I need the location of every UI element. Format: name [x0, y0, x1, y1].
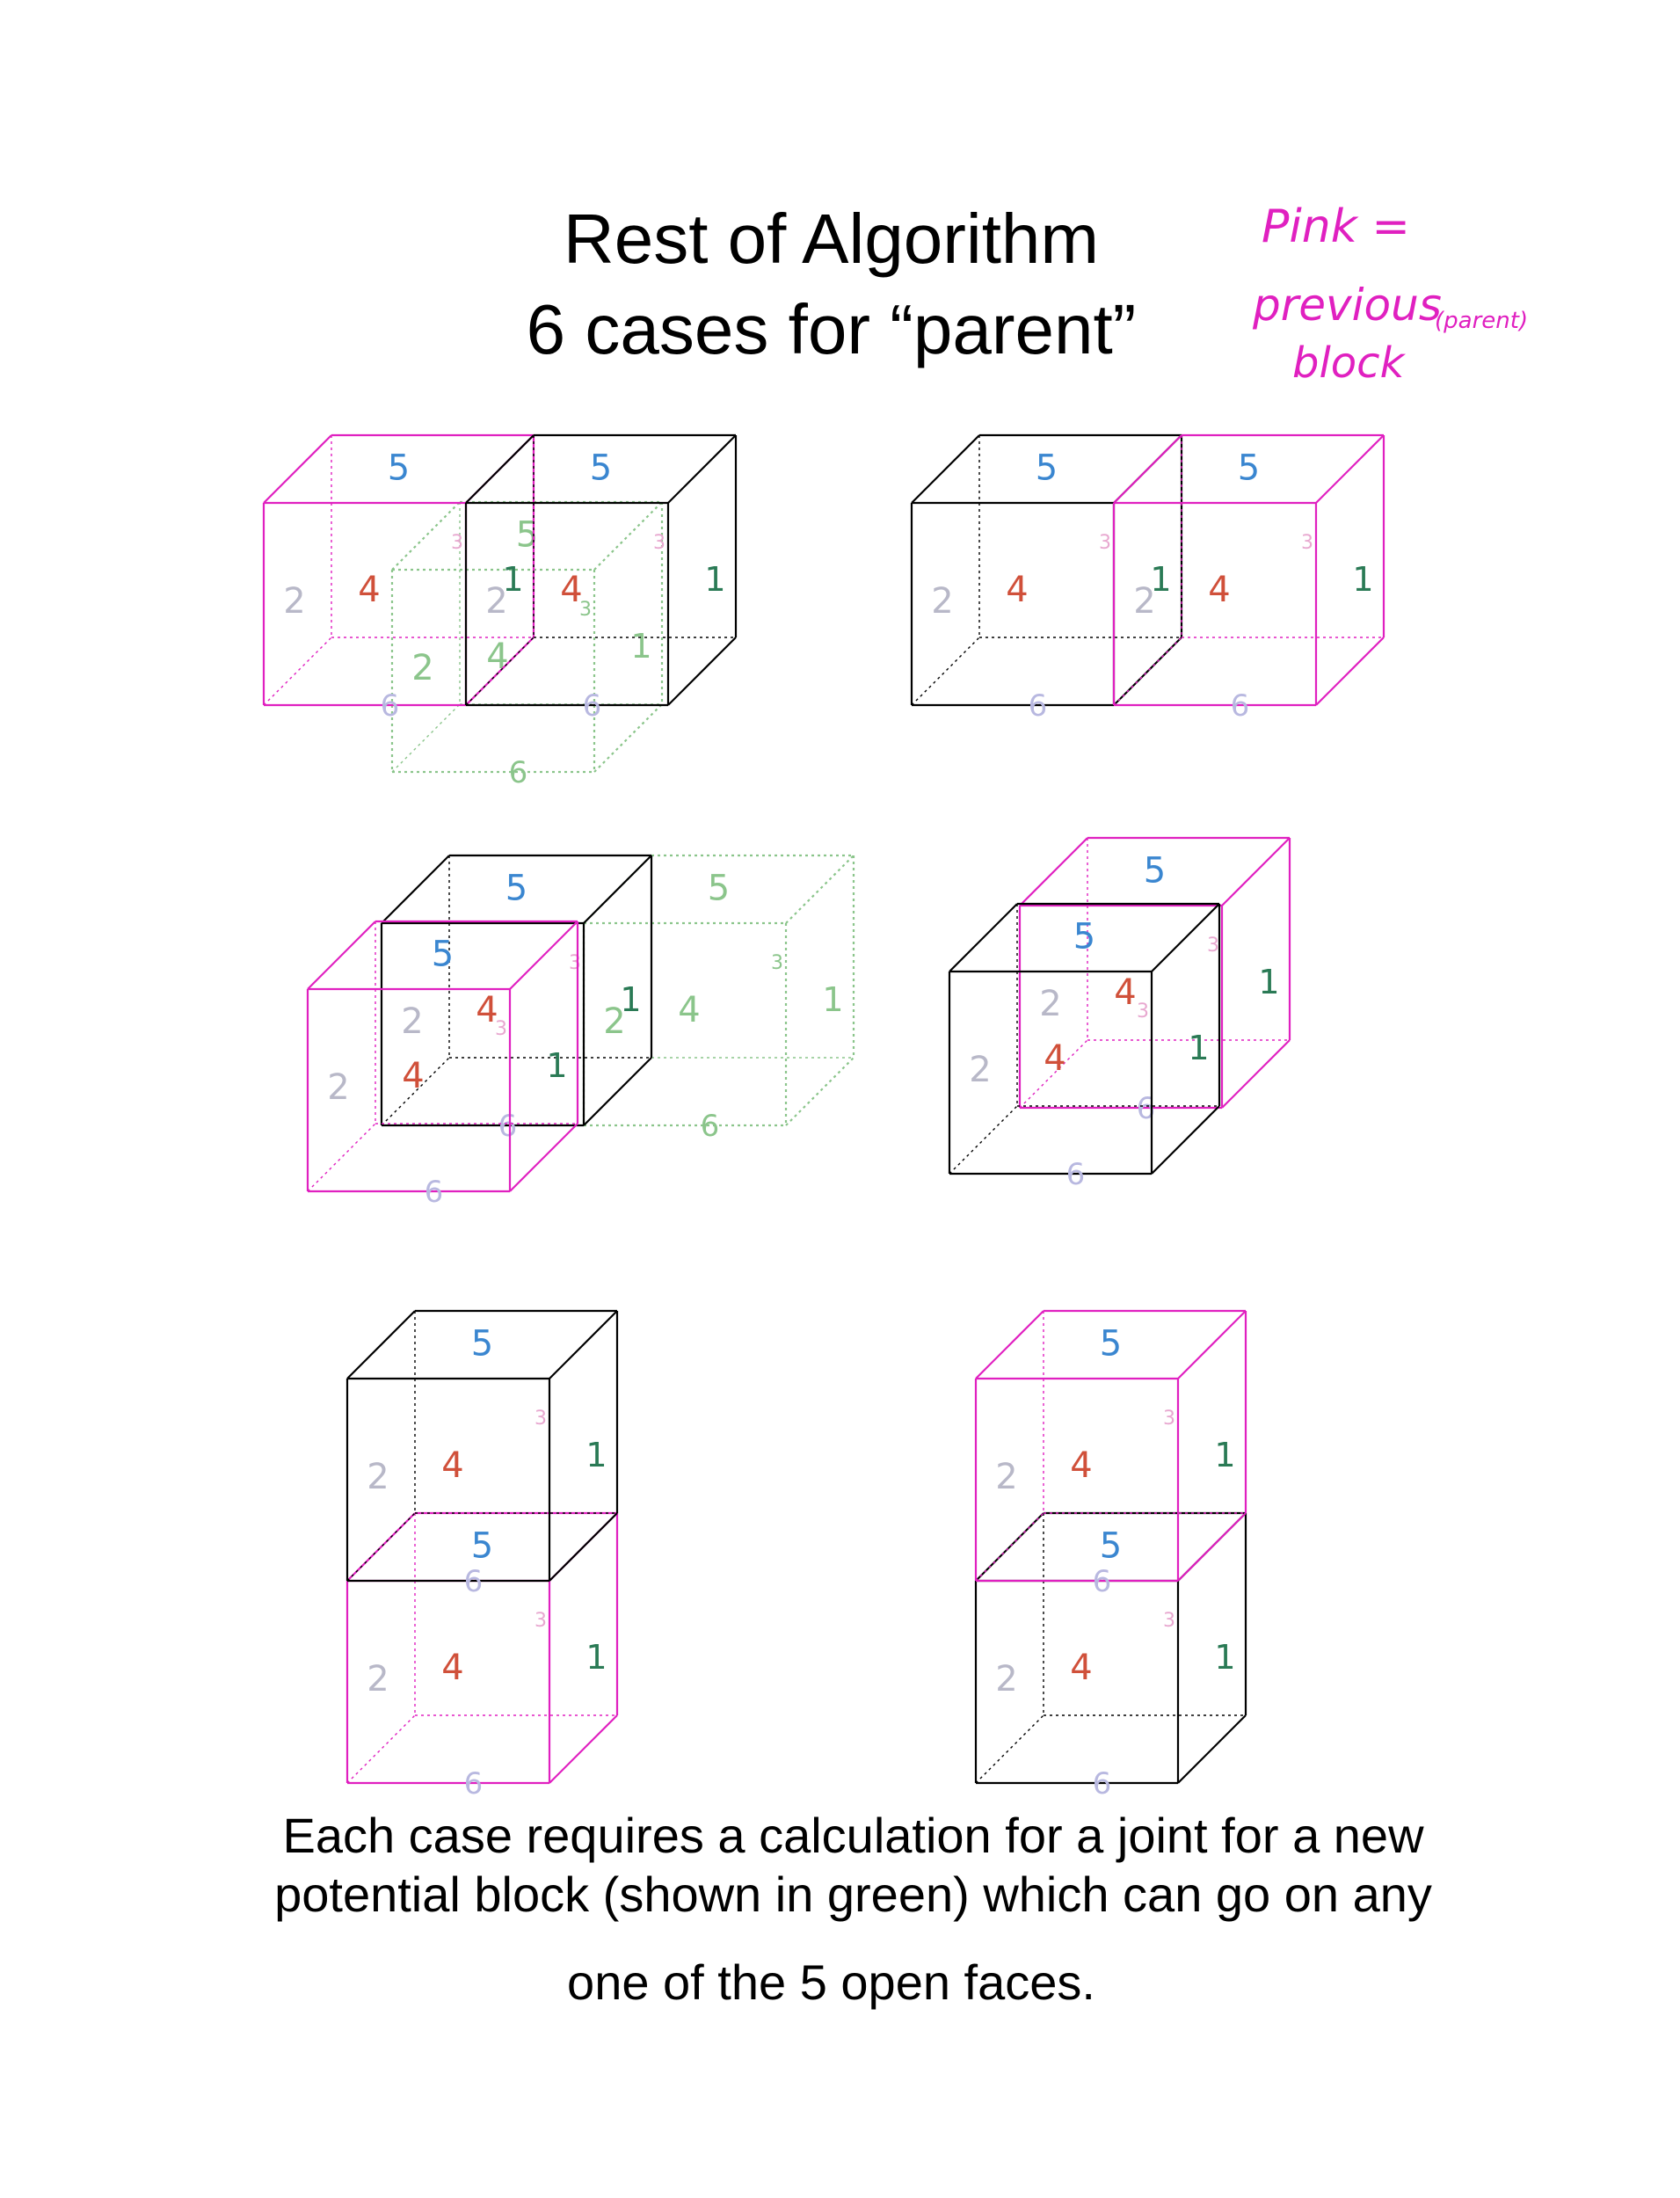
face-label-bottom: 6 [582, 688, 602, 724]
case2-block [912, 435, 1182, 724]
face-label-back: 3 [451, 532, 463, 554]
face-label-right: 1 [1188, 1029, 1210, 1067]
face-label-bottom: 6 [1028, 688, 1048, 724]
face-label-front: 4 [1006, 570, 1029, 610]
face-label-front: 4 [678, 990, 701, 1030]
face-label-front: 4 [560, 570, 583, 610]
face-label-front: 4 [486, 637, 509, 677]
face-label-left: 2 [327, 1067, 350, 1108]
face-label-bottom: 6 [508, 755, 528, 790]
face-label-front: 4 [476, 990, 498, 1030]
face-label-right: 1 [546, 1046, 568, 1085]
face-label-front: 4 [402, 1056, 425, 1096]
face-label-right: 1 [620, 980, 642, 1019]
face-label-back: 3 [771, 952, 783, 974]
face-label-bottom: 6 [700, 1109, 720, 1144]
face-label-bottom: 6 [424, 1175, 444, 1210]
face-label-front: 4 [358, 570, 381, 610]
face-label-right: 1 [1214, 1638, 1236, 1677]
face-label-back: 3 [1137, 1001, 1149, 1023]
face-label-front: 4 [1044, 1038, 1066, 1079]
face-label-right: 1 [704, 560, 726, 599]
face-label-bottom: 6 [380, 688, 400, 724]
face-label-right: 1 [585, 1638, 607, 1677]
legend-note-line-1: Pink = [1262, 200, 1410, 253]
case1-parent [264, 435, 534, 724]
face-label-left: 2 [931, 581, 954, 622]
face-label-back: 3 [569, 952, 581, 974]
face-label-top: 5 [1143, 850, 1167, 892]
face-label-back: 3 [1163, 1408, 1175, 1430]
face-label-front: 4 [441, 1648, 464, 1688]
case4-block [949, 904, 1219, 1192]
face-label-left: 2 [995, 1457, 1018, 1497]
face-label-top: 5 [515, 514, 539, 556]
face-label-top: 5 [1099, 1525, 1123, 1567]
face-label-right: 1 [1150, 560, 1172, 599]
face-label-left: 2 [401, 1001, 424, 1042]
face-label-back: 3 [495, 1018, 507, 1040]
face-label-back: 3 [1301, 532, 1313, 554]
face-label-front: 4 [1208, 570, 1231, 610]
face-label-right: 1 [585, 1436, 607, 1474]
face-label-back: 3 [1099, 532, 1111, 554]
face-label-left: 2 [283, 581, 306, 622]
face-label-left: 2 [1133, 581, 1156, 622]
case5-parent [347, 1513, 617, 1801]
face-label-right: 1 [502, 560, 524, 599]
face-label-right: 1 [822, 980, 844, 1019]
face-label-right: 1 [1214, 1436, 1236, 1474]
case1-new-block [392, 502, 662, 790]
face-label-top: 5 [387, 448, 411, 489]
caption-line-3: one of the 5 open faces. [567, 1954, 1095, 2010]
face-label-top: 5 [1035, 448, 1058, 489]
face-label-front: 4 [1070, 1445, 1093, 1486]
face-label-top: 5 [431, 934, 455, 975]
face-label-left: 2 [367, 1659, 389, 1699]
face-label-left: 2 [995, 1659, 1018, 1699]
face-label-back: 3 [579, 599, 592, 621]
legend-note-line-2: previous [1253, 280, 1442, 331]
face-label-top: 5 [1073, 916, 1096, 957]
face-label-back: 3 [535, 1408, 547, 1430]
face-label-right: 1 [630, 627, 652, 666]
face-label-bottom: 6 [1065, 1157, 1086, 1192]
face-label-front: 4 [1114, 972, 1137, 1013]
face-label-top: 5 [470, 1525, 494, 1567]
face-label-bottom: 6 [463, 1766, 484, 1801]
face-label-back: 3 [1163, 1610, 1175, 1632]
face-label-bottom: 6 [1230, 688, 1250, 724]
face-label-back: 3 [535, 1610, 547, 1632]
caption-line-1: Each case requires a calculation for a joint for a new [282, 1808, 1424, 1863]
face-label-back: 3 [1207, 935, 1219, 957]
face-label-left: 2 [603, 1001, 626, 1042]
legend-note-line-3: block [1292, 338, 1405, 388]
face-label-top: 5 [470, 1323, 494, 1365]
page-title-line-2: 6 cases for “parent” [526, 290, 1137, 368]
face-label-bottom: 6 [1092, 1564, 1112, 1599]
face-label-bottom: 6 [463, 1564, 484, 1599]
face-label-top: 5 [1099, 1323, 1123, 1365]
case4-parent [1020, 838, 1290, 1126]
face-label-bottom: 6 [1136, 1091, 1156, 1126]
face-label-front: 4 [441, 1445, 464, 1486]
face-label-left: 2 [411, 648, 434, 688]
face-label-right: 1 [1258, 963, 1280, 1001]
face-label-left: 2 [485, 581, 508, 622]
face-label-bottom: 6 [1092, 1766, 1112, 1801]
face-label-left: 2 [367, 1457, 389, 1497]
case3-block [382, 855, 651, 1144]
face-label-top: 5 [707, 868, 731, 909]
face-label-left: 2 [1039, 984, 1062, 1024]
face-label-bottom: 6 [498, 1109, 518, 1144]
face-label-back: 3 [653, 532, 665, 554]
case6-block [976, 1513, 1246, 1801]
face-label-left: 2 [969, 1050, 992, 1090]
caption-line-2: potential block (shown in green) which can go on any [274, 1867, 1432, 1922]
legend-note-aside: (parent) [1435, 308, 1529, 334]
face-label-front: 4 [1070, 1648, 1093, 1688]
face-label-top: 5 [505, 868, 528, 909]
page-title-line-1: Rest of Algorithm [563, 200, 1100, 278]
face-label-top: 5 [1237, 448, 1261, 489]
case3-parent [308, 921, 578, 1210]
face-label-top: 5 [589, 448, 613, 489]
face-label-right: 1 [1352, 560, 1374, 599]
